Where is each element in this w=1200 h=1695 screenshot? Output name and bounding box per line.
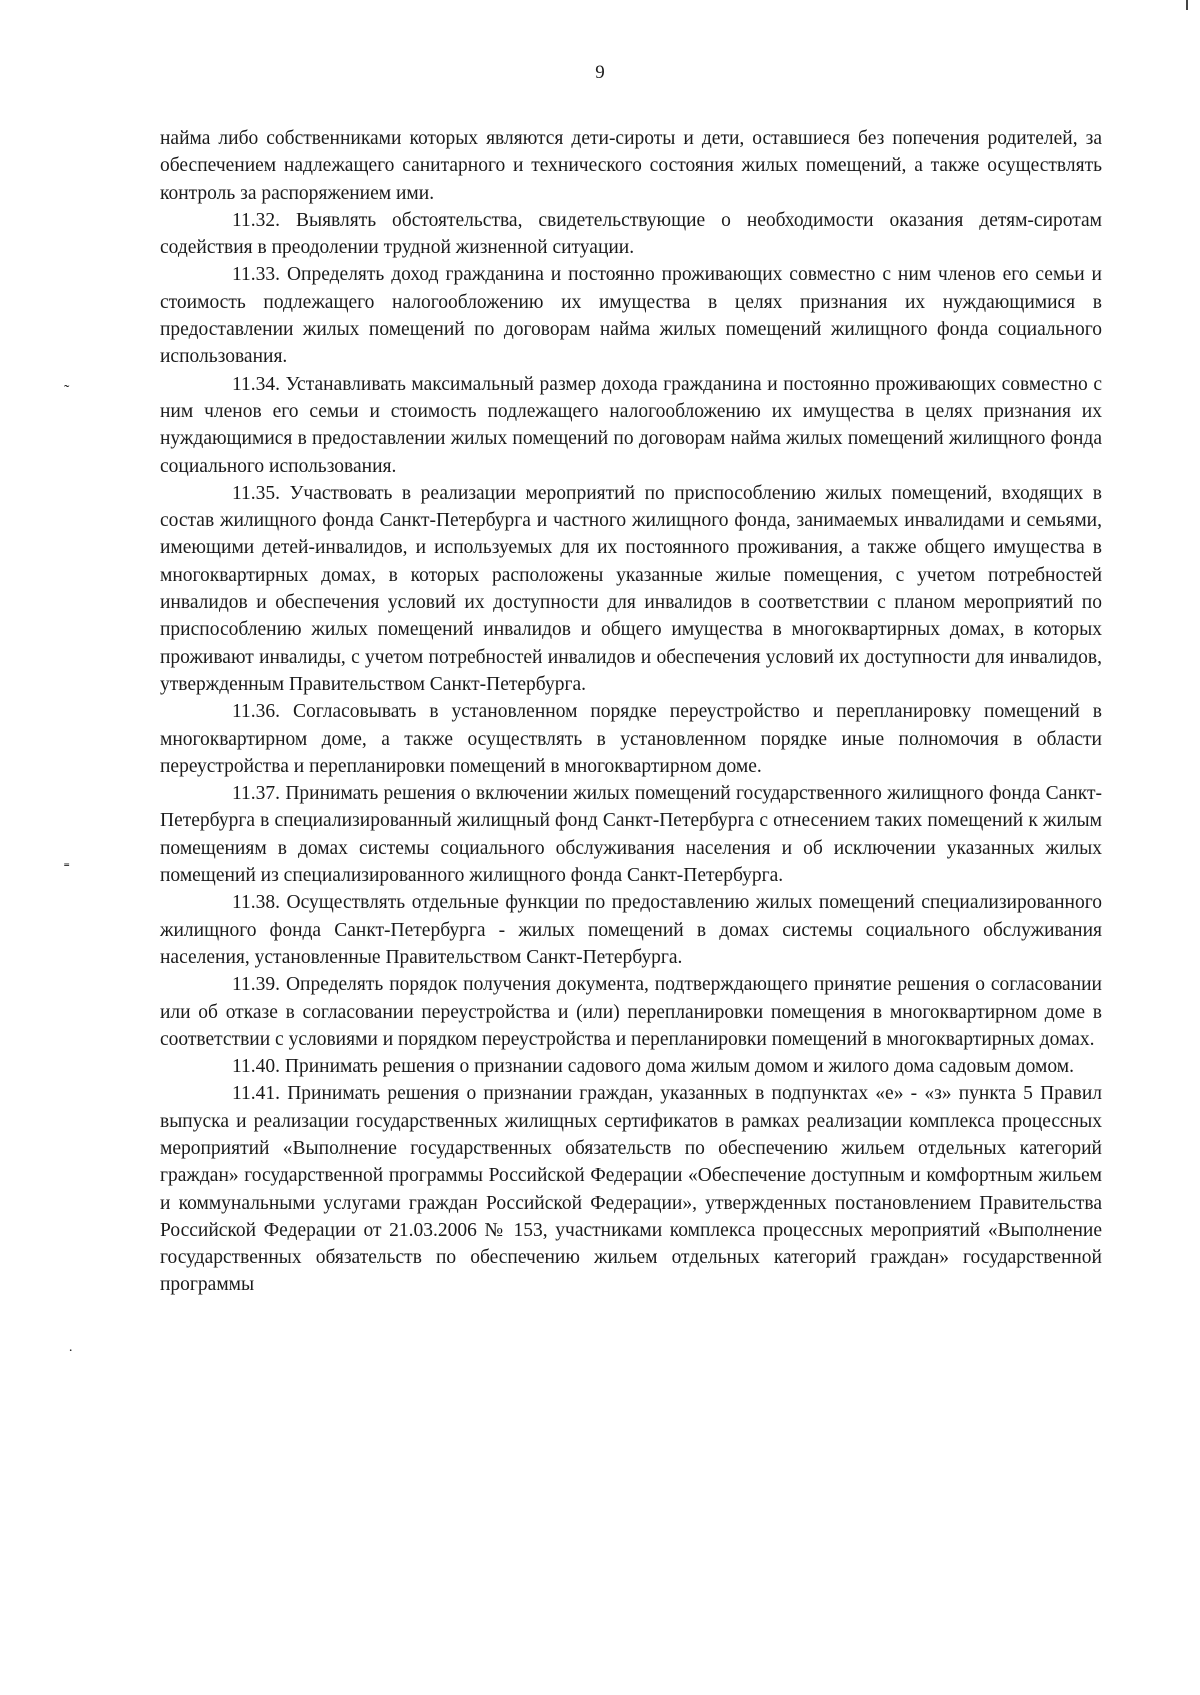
paragraph-11-38: 11.38. Осуществлять отдельные функции по предоставлению жилых помещений специализированного жилищного фонда Санкт-Петербурга - жилых помещений в домах системы социального обслуживания населения, установленные Правительством Санкт-Петербурга. (160, 892, 1102, 968)
scan-corner-mark (1186, 0, 1188, 10)
paragraph-11-35: 11.35. Участвовать в реализации мероприятий по приспособлению жилых помещений, входящих в состав жилищного фонда Санкт-Петербурга и частного жилищного фонда, занимаемых инвалидами и семьями, имеющими детей-инвалидов, и используемых для их постоянного проживания, а также общего имущества в многоквартирных домах, в которых расположены указанные жилые помещения, с учетом потребностей инвалидов и обеспечения условий их доступности для инвалидов в соответствии с планом мероприятий по приспособлению жилых помещений инвалидов и общего имущества в многоквартирных домах, в которых проживают инвалиды, с учетом потребностей инвалидов и обеспечения условий их доступности для инвалидов, утвержденным Правительством Санкт-Петербурга. (160, 482, 1102, 695)
paragraph-11-34: 11.34. Устанавливать максимальный размер дохода гражданина и постоянно проживающих совместно с ним членов его семьи и стоимость подлежащего налогообложению их имущества в целях признания их нуждающимися в предоставлении жилых помещений по договорам найма жилых помещений жилищного фонда социального использования. (160, 373, 1102, 477)
paragraph: найма либо собственниками которых являются дети-сироты и дети, оставшиеся без попечения родителей, за обеспечением надлежащего санитарного и технического состояния жилых помещений, а также осуществлять контроль за распоряжением ими. (160, 128, 1102, 204)
paragraph-11-33: 11.33. Определять доход гражданина и постоянно проживающих совместно с ним членов его семьи и стоимость подлежащего налогообложению их имущества в целях признания их нуждающимися в предоставлении жилых помещений по договорам найма жилых помещений жилищного фонда социального использования. (160, 264, 1102, 368)
paragraph-11-36: 11.36. Согласовывать в установленном порядке переустройство и перепланировку помещений в многоквартирном доме, а также осуществлять в установленном порядке иные полномочия в области переустройства и перепланировки помещений в многоквартирном доме. (160, 701, 1102, 777)
margin-scan-artifact: ˙ (68, 1347, 74, 1364)
margin-scan-artifact: ˷ (64, 371, 70, 388)
paragraph-11-39: 11.39. Определять порядок получения документа, подтверждающего принятие решения о согласовании или об отказе в согласовании переустройства и (или) перепланировки помещения в многоквартирном доме в соответствии с условиями и порядком переустройства и перепланировки помещений в многоквартирных домах. (160, 974, 1102, 1050)
document-body (160, 125, 1102, 1299)
page-number: 9 (595, 62, 605, 83)
paragraph-11-37: 11.37. Принимать решения о включении жилых помещений государственного жилищного фонда Санкт-Петербурга в специализированный жилищный фонд Санкт-Петербурга с отнесением таких помещений к жилым помещениям в домах системы социального обслуживания населения и об исключении указанных жилых помещений из специализированного жилищного фонда Санкт-Петербурга. (160, 783, 1102, 887)
paragraph-11-41: 11.41. Принимать решения о признании граждан, указанных в подпунктах «е» - «з» пункта 5 Правил выпуска и реализации государственных жилищных сертификатов в рамках реализации комплекса процессных мероприятий «Выполнение государственных обязательств по обеспечению жильем отдельных категорий граждан» государственной программы Российской Федерации «Обеспечение доступным и комфортным жильем и коммунальными услугами граждан Российской Федерации», утвержденных постановлением Правительства Российской Федерации от 21.03.2006 № 153, участниками комплекса процессных мероприятий «Выполнение государственных обязательств по обеспечению жильем отдельных категорий граждан» государственной программы (160, 1083, 1102, 1296)
paragraph-11-40: 11.40. Принимать решения о признании садового дома жилым домом и жилого дома садовым домом. (232, 1056, 1074, 1078)
margin-scan-artifact: ˭ (64, 861, 70, 878)
paragraph-11-32: 11.32. Выявлять обстоятельства, свидетельствующие о необходимости оказания детям-сиротам содействия в преодолении трудной жизненной ситуации. (160, 209, 1102, 259)
